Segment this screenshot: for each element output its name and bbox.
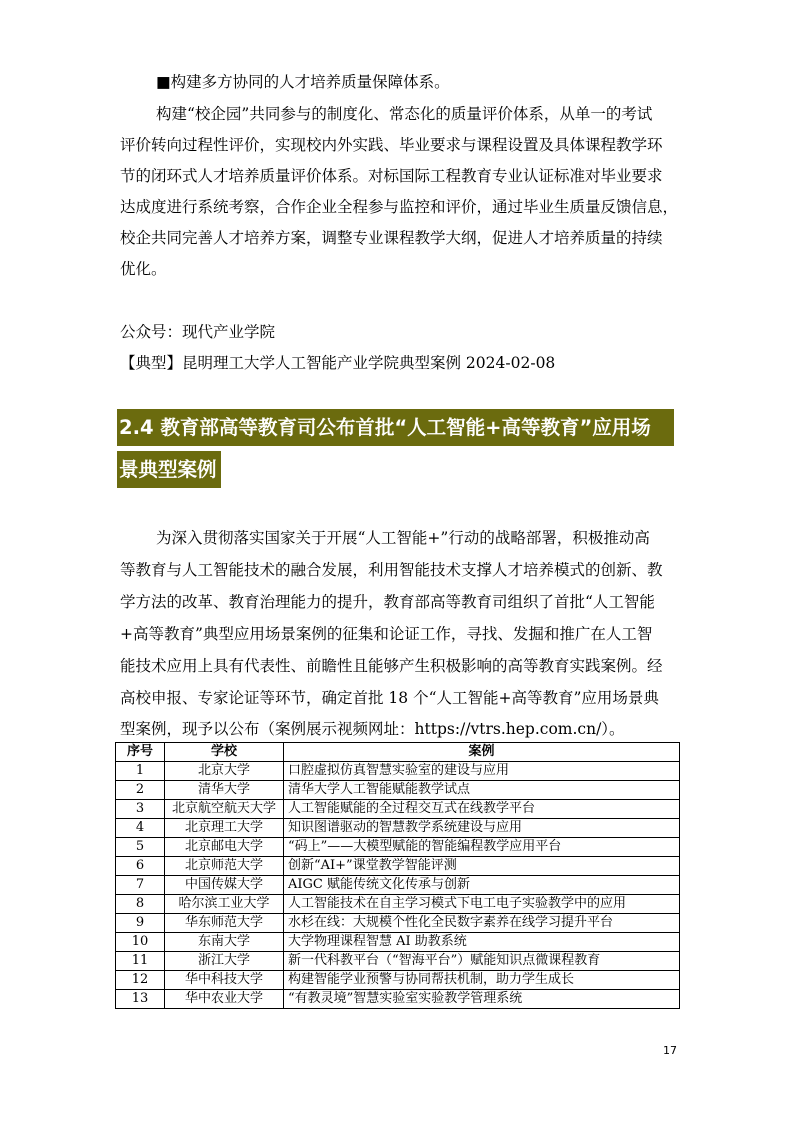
table-row: [116, 952, 680, 971]
row-number: 1: [116, 762, 165, 781]
paragraph-line: 优化。: [120, 260, 167, 278]
row-school: 北京理工大学: [165, 819, 284, 838]
body-line: 高校申报、专家论证等环节，确定首批 18 个“人工智能+高等教育”应用场景典: [120, 689, 659, 707]
row-number: 4: [116, 819, 165, 838]
paragraph-line: 评价转向过程性评价，实现校内外实践、毕业要求与课程设置及具体课程教学环: [120, 136, 663, 154]
row-school: 浙江大学: [165, 952, 284, 971]
body-line: 学方法的改革、教育治理能力的提升，教育部高等教育司组织了首批“人工智能: [120, 593, 655, 611]
table-row: [116, 838, 680, 857]
section-heading-band-2: [117, 451, 221, 488]
table-row: [116, 876, 680, 895]
paragraph-line: 校企共同完善人才培养方案，调整专业课程教学大纲，促进人才培养质量的持续: [120, 229, 663, 247]
row-school: 清华大学: [165, 781, 284, 800]
header-case: 案例: [284, 743, 680, 762]
row-case: 大学物理课程智慧 AI 助教系统: [284, 933, 680, 952]
row-school: 中国传媒大学: [165, 876, 284, 895]
source-reference: 【典型】昆明理工大学人工智能产业学院典型案例 2024-02-08: [120, 354, 556, 372]
paragraph-line: 构建“校企园”共同参与的制度化、常态化的质量评价体系，从单一的考试: [156, 105, 653, 123]
table-row: [116, 819, 680, 838]
section-heading-band: [117, 409, 674, 446]
bullet-heading: ■构建多方协同的人才培养质量保障体系。: [156, 73, 450, 91]
body-line: 等教育与人工智能技术的融合发展，利用智能技术支撑人才培养模式的创新、教: [120, 561, 663, 579]
section-heading-line1: 2.4 教育部高等教育司公布首批“人工智能+高等教育”应用场: [119, 416, 651, 439]
body-line: 能技术应用上具有代表性、前瞻性且能够产生积极影响的高等教育实践案例。经: [120, 657, 663, 675]
row-case: 人工智能赋能的全过程交互式在线教学平台: [284, 800, 680, 819]
table-row: [116, 971, 680, 990]
table-row: [116, 762, 680, 781]
row-school: 北京邮电大学: [165, 838, 284, 857]
row-school: 华东师范大学: [165, 914, 284, 933]
source-account: 公众号：现代产业学院: [120, 323, 276, 341]
row-case: 清华大学人工智能赋能教学试点: [284, 781, 680, 800]
row-case: “码上”——大模型赋能的智能编程教学应用平台: [284, 838, 680, 857]
section-heading-line2: 景典型案例: [119, 458, 217, 481]
table-row: [116, 914, 680, 933]
header-number: 序号: [116, 743, 165, 762]
body-line: +高等教育”典型应用场景案例的征集和论证工作，寻找、发掘和推广在人工智: [120, 625, 653, 643]
row-number: 7: [116, 876, 165, 895]
row-case: AIGC 赋能传统文化传承与创新: [284, 876, 680, 895]
row-case: “有教灵境”智慧实验室实验教学管理系统: [284, 990, 680, 1009]
header-school: 学校: [165, 743, 284, 762]
row-school: 北京大学: [165, 762, 284, 781]
table-row: [116, 800, 680, 819]
row-number: 3: [116, 800, 165, 819]
body-line: 为深入贯彻落实国家关于开展“人工智能+”行动的战略部署，积极推动高: [156, 529, 650, 547]
row-case: 人工智能技术在自主学习模式下电工电子实验教学中的应用: [284, 895, 680, 914]
table-row: [116, 933, 680, 952]
row-case: 水杉在线：大规模个性化全民数字素养在线学习提升平台: [284, 914, 680, 933]
row-number: 10: [116, 933, 165, 952]
paragraph-line: 达成度进行系统考察，合作企业全程参与监控和评价，通过毕业生质量反馈信息，: [120, 198, 679, 216]
paragraph-line: 节的闭环式人才培养质量评价体系。对标国际工程教育专业认证标准对毕业要求: [120, 167, 663, 185]
row-school: 华中科技大学: [165, 971, 284, 990]
row-number: 13: [116, 990, 165, 1009]
row-case: 构建智能学业预警与协同帮扶机制，助力学生成长: [284, 971, 680, 990]
row-school: 东南大学: [165, 933, 284, 952]
table-row: [116, 857, 680, 876]
table-row: [116, 895, 680, 914]
row-number: 9: [116, 914, 165, 933]
row-case: 知识图谱驱动的智慧教学系统建设与应用: [284, 819, 680, 838]
row-school: 华中农业大学: [165, 990, 284, 1009]
row-case: 口腔虚拟仿真智慧实验室的建设与应用: [284, 762, 680, 781]
row-number: 2: [116, 781, 165, 800]
row-school: 北京师范大学: [165, 857, 284, 876]
row-school: 北京航空航天大学: [165, 800, 284, 819]
row-number: 8: [116, 895, 165, 914]
body-line: 型案例，现予以公布（案例展示视频网址：https://vtrs.hep.com.cn/）。: [120, 720, 625, 738]
row-case: 新一代科教平台（“智海平台”）赋能知识点微课程教育: [284, 952, 680, 971]
row-number: 5: [116, 838, 165, 857]
table-row: [116, 781, 680, 800]
row-case: 创新“AI+”课堂教学智能评测: [284, 857, 680, 876]
cases-table: [115, 742, 680, 1009]
row-school: 哈尔滨工业大学: [165, 895, 284, 914]
row-number: 12: [116, 971, 165, 990]
row-number: 6: [116, 857, 165, 876]
page-number: 17: [663, 1044, 677, 1057]
table-header-row: [116, 743, 680, 762]
table-row: [116, 990, 680, 1009]
row-number: 11: [116, 952, 165, 971]
